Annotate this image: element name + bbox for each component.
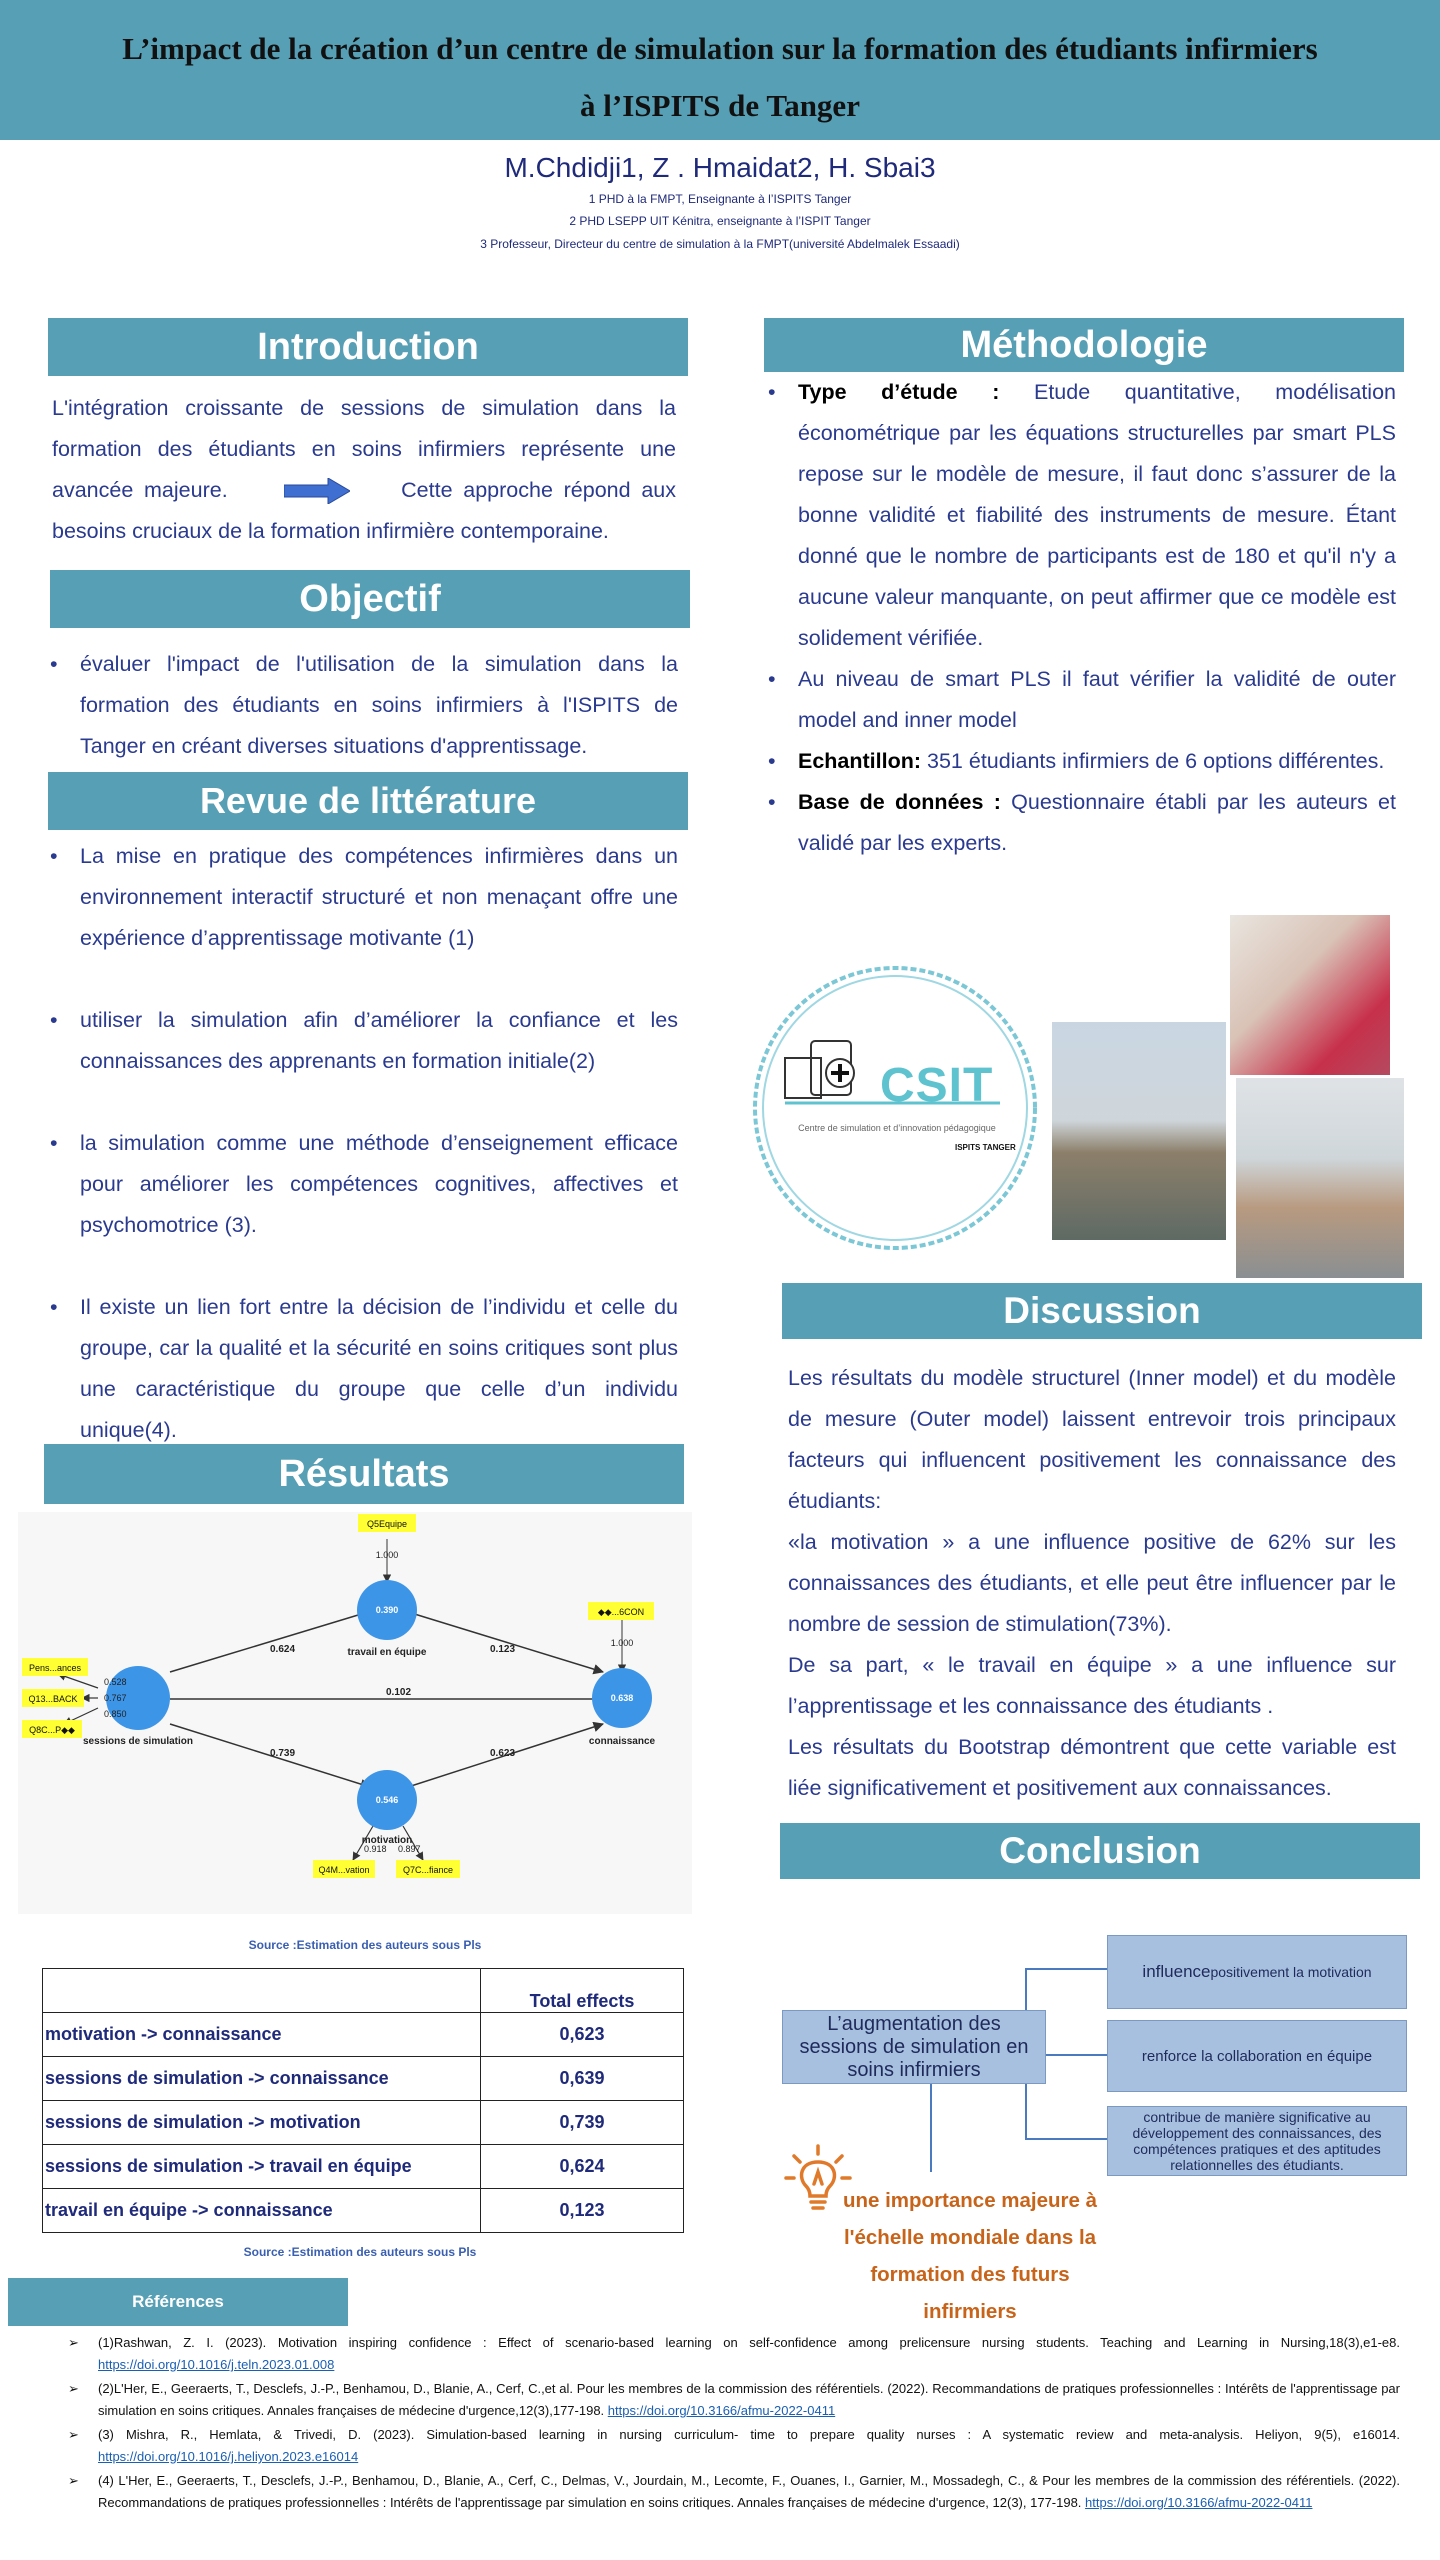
node-travail-label: travail en équipe	[347, 1647, 427, 1658]
table-label: sessions de simulation -> motivation	[43, 2101, 481, 2145]
loading-q4m: 0.918	[364, 1844, 387, 1854]
reference-text: (4) L'Her, E., Geeraerts, T., Desclefs, J.-P., Benhamou, D., Blanie, A., Cerf, C., Delmas, V., Jourdain, M., Lecomte, F., Ouanes, I., Garnier, M., Mossadegh, C., & Pour les membres de la commission des référentiels. (2022). Recommandations de pratiques professionnelles : Intérêts de l'apprentissage par simulation en soins critiques. Annales françaises de médecine d'urgence, 12(3), 177-198.	[98, 2473, 1400, 2510]
type-text: Etude quantitative, modélisation économétrique par les équations structurelles par smart PLS repose sur le modèle de mesure, il faut donc s’assurer de la bonne validité et fiabilité des instruments de mesure. Étant donné que le nombre de participants est de 180 et qu'il n'y a aucune valeur manquante, on peut affirmer que ce modèle est solidement vérifiée.	[798, 380, 1397, 650]
pls-diagram	[18, 1512, 692, 1914]
type-label: Type d’étude :	[798, 380, 1000, 404]
csit-logo	[745, 963, 1045, 1253]
arrow-right-icon	[284, 478, 350, 504]
reference-text: (1)Rashwan, Z. I. (2023). Motivation inspiring confidence : Effect of scenario-based learning on self-confidence among prelicensure nursing students. Teaching and Learning in Nursing,18(3),e1-e8.	[98, 2335, 1400, 2350]
objectif-item: • évaluer l'impact de l'utilisation de la simulation dans la formation des étudiants en soins infirmiers à l'ISPITS de Tanger en créant diverses situations d'apprentissage.	[50, 644, 678, 767]
discussion-heading: Discussion	[782, 1283, 1422, 1339]
table-label: sessions de simulation -> travail en équipe	[43, 2145, 481, 2189]
revue-heading: Revue de littérature	[48, 772, 688, 830]
source-note-1: Source :Estimation des auteurs sous Pls	[248, 1938, 482, 1952]
table-row	[43, 2189, 684, 2233]
table-header: Total effects	[481, 1969, 684, 2013]
path-trav-conn: 0.123	[490, 1644, 516, 1655]
path-sess-trav: 0.624	[270, 1644, 296, 1655]
table-row	[43, 2101, 684, 2145]
objectif-heading: Objectif	[50, 570, 690, 628]
node-travail-value: 0.390	[375, 1605, 399, 1615]
logo-brand: CSIT	[880, 1059, 994, 1112]
node-sessions-label: sessions de simulation	[82, 1736, 194, 1747]
conclusion-box-2: renforce la collaboration en équipe	[1107, 2020, 1407, 2092]
affiliation-1: 1 PHD à la FMPT, Enseignante à l’ISPITS Tanger	[588, 192, 852, 206]
revue-item: • Il existe un lien fort entre la décision de l’individu et celle du groupe, car la qualité et la sécurité en soins critiques sont plus une caractéristique du groupe que celle d’un individu unique(4).	[50, 1287, 678, 1451]
discussion-paragraph: Les résultats du modèle structurel (Inner model) et du modèle de mesure (Outer model) laissent entrevoir trois principaux facteurs qui influencent positivement les connaissance des étudiants:	[788, 1366, 1396, 1513]
indicator-q7c: Q7C...fiance	[402, 1865, 454, 1875]
indicator-q5: Q5Equipe	[366, 1519, 408, 1529]
node-connaissance-value: 0.638	[610, 1693, 634, 1703]
table-value: 0,623	[481, 2013, 684, 2057]
reference-item	[68, 2470, 1400, 2514]
table-value: 0,123	[481, 2189, 684, 2233]
discussion-paragraph: Les résultats du Bootstrap démontrent que cette variable est liée significativement et positivement aux connaissances.	[788, 1735, 1396, 1800]
revue-item: • La mise en pratique des compétences infirmières dans un environnement interactif structuré et non menaçant offre une expérience d’apprentissage motivante (1)	[50, 836, 678, 959]
reference-bullet-icon: ➢	[68, 2427, 79, 2442]
conclusion-box-1-strong: influence	[1142, 1962, 1211, 1981]
logo-subtitle: Centre de simulation et d’innovation pédagogique	[798, 1123, 996, 1133]
revue-list	[50, 836, 678, 1492]
methodologie-item-smartpls: • Au niveau de smart PLS il faut vérifier la validité de outer model and inner model	[768, 659, 1396, 741]
discussion-text	[788, 1358, 1396, 1809]
introduction-text-b: Cette approche répond aux besoins cruciaux de la formation infirmière contemporaine.	[52, 478, 676, 543]
node-motivation-label: motivation	[361, 1835, 413, 1846]
discussion-paragraph: De sa part, « le travail en équipe » a une influence sur l’apprentissage et les connaissance des étudiants .	[788, 1653, 1396, 1718]
poster-title: L’impact de la création d’un centre de simulation sur la formation des étudiants infirmiers à l’ISPITS de Tanger	[122, 31, 1318, 123]
table-label: sessions de simulation -> connaissance	[43, 2057, 481, 2101]
methodologie-item-base	[768, 782, 1396, 864]
loading-q5: 1.000	[375, 1550, 399, 1560]
conclusion-box-3: contribue de manière significative au développement des connaissances, des compétences pratiques et des aptitudes relationnelles des étudiants.	[1107, 2106, 1407, 2176]
effects-table	[42, 1968, 684, 2233]
resultats-heading: Résultats	[44, 1444, 684, 1504]
references-list	[68, 2332, 1400, 2514]
simulation-photo-1	[1230, 915, 1390, 1075]
indicator-con6: ◆◆...6CON	[597, 1607, 645, 1617]
indicator-q8c: Q8C...P◆◆	[29, 1725, 75, 1735]
authors: M.Chdidji1, Z . Hmaidat2, H. Sbai3	[504, 152, 936, 183]
objectif-list	[50, 644, 678, 767]
table-label: travail en équipe -> connaissance	[43, 2189, 481, 2233]
methodologie-item-echantillon	[768, 741, 1396, 782]
echantillon-text: 351 étudiants infirmiers de 6 options différentes.	[927, 749, 1385, 773]
introduction-text	[52, 388, 676, 552]
reference-link[interactable]: https://doi.org/10.1016/j.teln.2023.01.008	[98, 2357, 335, 2372]
references-heading: Références	[8, 2278, 348, 2326]
revue-item: • utiliser la simulation afin d’améliorer la confiance et les connaissances des apprenants en formation initiale(2)	[50, 1000, 678, 1082]
echantillon-label: Echantillon:	[798, 749, 922, 773]
reference-text: (3) Mishra, R., Hemlata, & Trivedi, D. (2023). Simulation-based learning in nursing curriculum- time to prepare quality nurses : A systematic review and meta-analysis. Heliyon, 9(5), e16014.	[98, 2427, 1400, 2442]
reference-item	[68, 2424, 1400, 2468]
base-label: Base de données :	[798, 790, 1001, 814]
reference-item	[68, 2378, 1400, 2422]
table-value: 0,639	[481, 2057, 684, 2101]
conclusion-box-1-rest: positivement la motivation	[1210, 1964, 1372, 1980]
loading-con6: 1.000	[610, 1638, 634, 1648]
conclusion-highlight: une importance majeure à l'échelle mondiale dans la formation des futurs infirmiers	[842, 2189, 1098, 2323]
table-value: 0,624	[481, 2145, 684, 2189]
reference-link[interactable]: https://doi.org/10.3166/afmu-2022-0411	[1085, 2495, 1313, 2510]
simulation-photo-2	[1236, 1078, 1404, 1278]
methodologie-heading: Méthodologie	[764, 318, 1404, 372]
indicator-q13: Q13...BACK	[28, 1694, 78, 1704]
node-motivation-value: 0.546	[375, 1795, 399, 1805]
methodologie-list	[768, 372, 1396, 864]
reference-bullet-icon: ➢	[68, 2381, 79, 2396]
path-motiv-conn: 0.623	[490, 1748, 516, 1759]
node-connaissance-label: connaissance	[588, 1736, 656, 1747]
logo-tag: ISPITS TANGER	[955, 1143, 1016, 1152]
base-text: Questionnaire établi par les auteurs et validé par les experts.	[798, 790, 1396, 855]
conclusion-box-1	[1107, 1935, 1407, 2009]
table-row	[43, 2145, 684, 2189]
discussion-paragraph: «la motivation » a une influence positive de 62% sur les connaissances des étudiants, et elle peut être influencer par le nombre de session de stimulation(73%).	[788, 1530, 1396, 1636]
reference-text: (2)L'Her, E., Geeraerts, T., Desclefs, J.-P., Benhamou, D., Blanie, A., Cerf, C.,et al. Pour les membres de la commission des référentiels. (2022). Recommandations de pratiques professionnelles : Intérêts de l'apprentissage par simulation en soins critiques. Annales françaises de médecine d'urgence,12(3),177-198.	[98, 2381, 1400, 2418]
conclusion-heading: Conclusion	[780, 1823, 1420, 1879]
indicator-q4m: Q4M...vation	[318, 1865, 370, 1875]
building-photo	[1052, 1022, 1226, 1240]
conclusion-center-box: L’augmentation des sessions de simulation en soins infirmiers	[782, 2010, 1046, 2084]
conclusion-down-line	[930, 2084, 932, 2172]
reference-bullet-icon: ➢	[68, 2473, 79, 2488]
path-sess-motiv: 0.739	[270, 1748, 296, 1759]
reference-bullet-icon: ➢	[68, 2335, 79, 2350]
table-label: motivation -> connaissance	[43, 2013, 481, 2057]
reference-link[interactable]: https://doi.org/10.3166/afmu-2022-0411	[607, 2403, 836, 2418]
introduction-heading: Introduction	[48, 318, 688, 376]
table-header-row	[43, 1969, 684, 2013]
table-row	[43, 2057, 684, 2101]
methodologie-item-type	[768, 372, 1396, 659]
loading-q8c: 0.850	[104, 1709, 127, 1719]
affiliation-3: 3 Professeur, Directeur du centre de simulation à la FMPT(université Abdelmalek Essaadi)	[480, 237, 960, 251]
revue-item: • la simulation comme une méthode d’enseignement efficace pour améliorer les compétences cognitives, affectives et psychomotrice (3).	[50, 1123, 678, 1246]
loading-q13: 0.767	[104, 1693, 127, 1703]
pls-diagram-svg	[18, 1512, 692, 1914]
path-sess-conn: 0.102	[386, 1687, 412, 1698]
table-value: 0,739	[481, 2101, 684, 2145]
loading-q7c: 0.897	[398, 1844, 421, 1854]
introduction-text-a: L'intégration croissante de sessions de simulation dans la formation des étudiants en soins infirmiers représente une avancée majeure.	[52, 396, 676, 502]
affiliation-2: 2 PHD LSEPP UIT Kénitra, enseignante à l’ISPIT Tanger	[569, 214, 871, 228]
indicator-pens: Pens...ances	[28, 1663, 82, 1673]
source-note-2: Source :Estimation des auteurs sous Pls	[243, 2245, 477, 2259]
reference-item	[68, 2332, 1400, 2376]
table-row	[43, 2013, 684, 2057]
loading-pens: 0.528	[104, 1677, 127, 1687]
reference-link[interactable]: https://doi.org/10.1016/j.heliyon.2023.e16014	[98, 2449, 359, 2464]
